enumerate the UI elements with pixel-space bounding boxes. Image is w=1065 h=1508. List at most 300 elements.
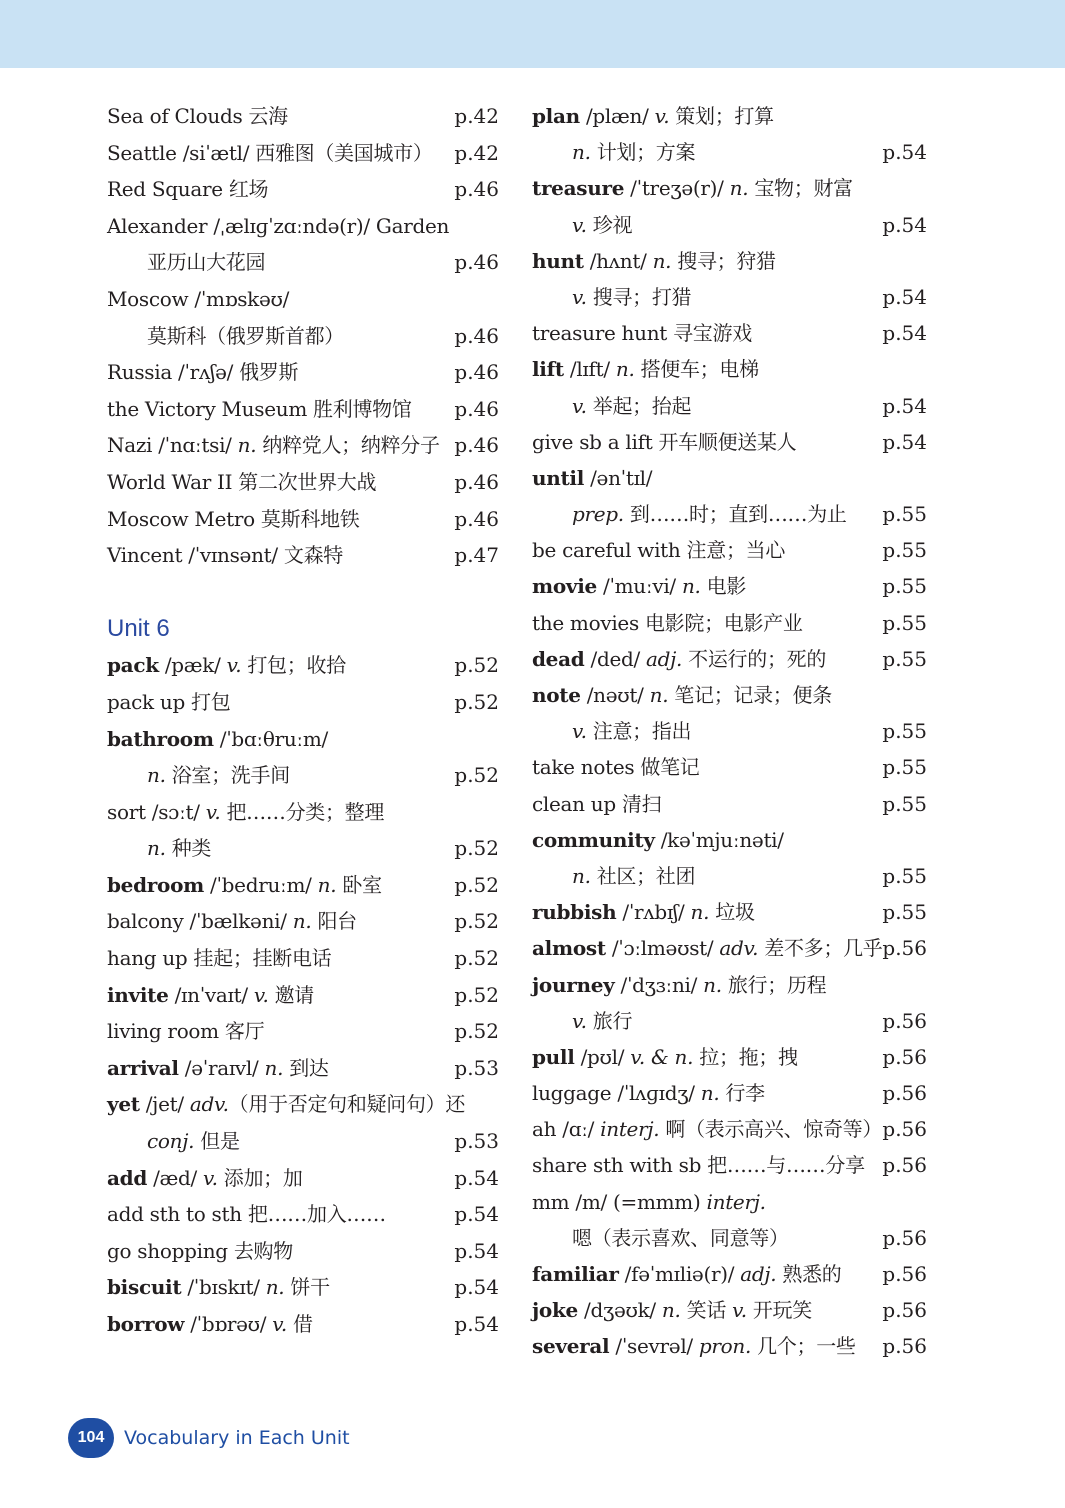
entry-text <box>532 1075 765 1111</box>
entry-text <box>532 424 796 460</box>
entry-text <box>532 641 826 677</box>
vocab-entry <box>107 391 499 428</box>
entry-phrase: /kəˈmjuːnəti/ <box>654 827 784 852</box>
vocab-entry <box>107 427 499 464</box>
page-reference: p.52 <box>454 836 499 861</box>
entry-text <box>147 1123 240 1160</box>
entry-text <box>532 568 746 604</box>
entry-meaning: 但是 <box>194 1129 240 1154</box>
vocab-entry <box>532 1256 927 1292</box>
page-reference: p.46 <box>454 360 499 385</box>
part-of-speech: n. <box>265 1275 285 1300</box>
entry-phrase: /pæk/ <box>158 653 227 678</box>
entry-text <box>107 1196 386 1233</box>
entry-text <box>572 496 847 532</box>
vocab-entry <box>107 537 499 574</box>
entry-meaning: 搜寻；狩猎 <box>671 248 776 273</box>
entry-text <box>532 749 700 785</box>
page-reference: p.56 <box>882 1298 927 1323</box>
entry-phrase: 亚历山大花园 <box>147 250 266 275</box>
part-of-speech: n. <box>572 140 591 165</box>
entry-text <box>107 1086 465 1123</box>
entry-headword: movie <box>532 574 597 599</box>
entry-phrase: /lɪft/ <box>563 357 616 382</box>
vocab-entry <box>532 677 927 713</box>
vocab-entry <box>107 794 499 831</box>
entry-text <box>107 1269 330 1306</box>
vocab-entry <box>532 460 927 496</box>
part-of-speech: n. <box>700 1081 720 1106</box>
entry-meaning: 借 <box>286 1312 313 1336</box>
part-of-speech: prep. <box>572 502 624 527</box>
entry-text <box>107 464 376 501</box>
vocab-entry <box>107 940 499 977</box>
entry-headword: journey <box>532 972 615 997</box>
entry-meaning: 纳粹党人；纳粹分子 <box>256 433 440 458</box>
entry-headword: pull <box>532 1044 575 1069</box>
vocab-entry <box>532 967 927 1003</box>
part-of-speech: v. <box>205 799 221 824</box>
vocab-entry <box>532 605 927 641</box>
entry-text <box>532 677 832 713</box>
page-reference: p.55 <box>882 574 927 599</box>
vocab-entry <box>532 424 927 460</box>
entry-text <box>107 721 328 758</box>
vocab-entry <box>107 1160 499 1197</box>
entry-headword: yet <box>107 1092 140 1117</box>
entry-headword: borrow <box>107 1312 185 1336</box>
entry-phrase: /ˈdʒɜːni/ <box>614 972 704 997</box>
entry-phrase: Nazi /ˈnɑːtsi/ <box>107 433 238 458</box>
entry-text <box>107 1233 293 1270</box>
left-vocabulary-column <box>107 98 499 1343</box>
page-reference: p.55 <box>882 900 927 925</box>
entry-text <box>532 822 784 858</box>
entry-meaning: 旅行 <box>586 1008 633 1033</box>
page-reference: p.56 <box>882 1008 927 1033</box>
page-reference: p.46 <box>454 250 499 275</box>
vocab-entry <box>532 1147 927 1183</box>
part-of-speech: n. <box>690 900 710 925</box>
page-reference: p.46 <box>454 177 499 202</box>
page-reference: p.54 <box>454 1165 499 1190</box>
vocab-entry <box>532 243 927 279</box>
entry-text <box>107 501 359 538</box>
part-of-speech: n. <box>681 574 701 599</box>
entry-phrase: balcony /ˈbælkəni/ <box>107 909 293 934</box>
page-reference: p.56 <box>882 1262 927 1286</box>
entry-meaning: 旅行；历程 <box>721 972 827 997</box>
entry-meaning: 邀请 <box>268 982 315 1007</box>
entry-text <box>532 532 785 568</box>
entry-headword: rubbish <box>532 900 617 925</box>
unit-heading: Unit 6 <box>107 615 170 643</box>
entry-text <box>107 647 346 684</box>
entry-phrase: /ded/ <box>584 646 646 671</box>
entry-headword: pack <box>107 653 159 678</box>
entry-phrase: 莫斯科（俄罗斯首都） <box>147 323 344 348</box>
page-reference: p.56 <box>882 1044 927 1069</box>
page-reference: p.47 <box>454 543 499 568</box>
vocab-entry <box>532 134 927 170</box>
entry-phrase: mm /m/ (=mmm) <box>532 1189 707 1214</box>
page-reference: p.52 <box>454 982 499 1007</box>
page-reference: p.55 <box>882 610 927 635</box>
vocab-entry <box>107 1086 499 1123</box>
entry-text <box>532 1147 865 1183</box>
entry-phrase: /ˈsevrəl/ <box>609 1334 699 1359</box>
entry-text <box>532 1111 882 1147</box>
entry-phrase: World War II 第二次世界大战 <box>107 469 377 494</box>
entry-meaning: 浴室；洗手间 <box>165 763 290 788</box>
entry-meaning: 策划；打算 <box>669 104 774 128</box>
vocab-entry <box>107 98 499 135</box>
entry-text <box>107 135 433 172</box>
entry-text <box>572 1003 632 1039</box>
entry-text <box>532 930 882 966</box>
entry-phrase: Sea of Clouds 云海 <box>107 104 288 128</box>
vocab-entry <box>532 207 927 243</box>
entry-phrase: /jet/ <box>139 1092 190 1117</box>
page-reference: p.46 <box>454 469 499 494</box>
page-reference: p.54 <box>882 212 927 237</box>
page-reference: p.56 <box>882 1153 927 1178</box>
vocab-entry <box>107 684 499 721</box>
entry-meaning: 社区；社团 <box>590 863 696 888</box>
vocab-entry <box>532 98 927 134</box>
entry-text <box>532 1039 798 1075</box>
entry-headword: plan <box>532 104 580 128</box>
entry-meaning: 卧室 <box>336 872 382 897</box>
entry-phrase: the Victory Museum 胜利博物馆 <box>107 396 412 421</box>
page-reference: p.52 <box>454 763 499 788</box>
vocab-entry <box>532 1111 927 1147</box>
entry-text <box>107 1013 264 1050</box>
part-of-speech: adj. <box>740 1262 777 1286</box>
entry-text <box>532 1184 766 1220</box>
entry-meaning: 笑话 <box>680 1298 733 1323</box>
entry-phrase: Alexander /ˌælɪɡˈzɑːndə(r)/ Garden <box>107 213 450 238</box>
page-reference: p.56 <box>882 1117 927 1142</box>
entry-phrase: luggage /ˈlʌɡɪdʒ/ <box>532 1081 701 1106</box>
vocab-entry <box>107 135 499 172</box>
part-of-speech: interj. <box>600 1117 660 1142</box>
entry-phrase: Moscow Metro 莫斯科地铁 <box>107 506 360 531</box>
entry-text <box>107 537 343 574</box>
entry-headword: treasure <box>532 176 625 201</box>
vocab-entry <box>107 647 499 684</box>
vocab-entry <box>532 1220 927 1256</box>
entry-headword: bedroom <box>107 872 204 897</box>
vocab-entry <box>532 1039 927 1075</box>
entry-meaning: 笔记；记录；便条 <box>668 683 832 707</box>
page-reference: p.54 <box>454 1238 499 1263</box>
part-of-speech: n. <box>652 248 672 273</box>
entry-text <box>107 1160 303 1197</box>
entry-text <box>572 279 691 315</box>
entry-text <box>532 1292 812 1328</box>
entry-phrase: be careful with 注意；当心 <box>532 538 786 563</box>
entry-meaning: 熟悉的 <box>776 1262 842 1286</box>
entry-phrase: add sth to sth 把……加入…… <box>107 1202 386 1227</box>
page-reference: p.53 <box>454 1129 499 1154</box>
part-of-speech: adv. <box>719 936 759 961</box>
vocab-entry <box>532 1328 927 1364</box>
vocab-entry <box>107 1233 499 1270</box>
part-of-speech: n. <box>729 176 749 201</box>
entry-text <box>107 940 331 977</box>
entry-headword: lift <box>532 357 564 382</box>
entry-text <box>107 1050 329 1087</box>
entry-meaning: 电影 <box>700 574 747 599</box>
entry-text <box>532 460 652 496</box>
vocab-entry <box>532 568 927 604</box>
entry-text <box>107 977 314 1014</box>
entry-text <box>147 757 290 794</box>
page-reference: p.54 <box>882 429 927 454</box>
entry-meaning: 宝物；财富 <box>748 176 853 201</box>
page-reference: p.56 <box>882 1081 927 1106</box>
vocab-entry <box>532 713 927 749</box>
entry-phrase: sort /sɔːt/ <box>107 799 206 824</box>
entry-phrase: Vincent /ˈvɪnsənt/ 文森特 <box>107 543 344 568</box>
entry-phrase: /plæn/ <box>579 104 655 128</box>
entry-headword: until <box>532 465 585 490</box>
entry-phrase: Seattle /siˈætl/ 西雅图（美国城市） <box>107 140 433 165</box>
vocab-entry <box>107 318 499 355</box>
entry-text <box>532 967 826 1003</box>
entry-text <box>572 713 691 749</box>
entry-meaning: 计划；方案 <box>590 140 696 165</box>
entry-meaning: 垃圾 <box>709 900 755 925</box>
entry-meaning: 几个；一些 <box>751 1334 856 1359</box>
entry-text <box>107 794 384 831</box>
entry-phrase: Russia /ˈrʌʃə/ 俄罗斯 <box>107 360 299 385</box>
entry-phrase: /pʊl/ <box>574 1044 631 1069</box>
vocab-entry <box>107 757 499 794</box>
part-of-speech: n. <box>264 1055 284 1080</box>
entry-meaning: 阳台 <box>311 909 357 934</box>
entry-phrase: ah /ɑː/ <box>532 1117 601 1142</box>
vocab-entry <box>532 749 927 785</box>
entry-text <box>107 281 289 318</box>
vocab-entry <box>532 786 927 822</box>
entry-meaning: 不运行的；死的 <box>682 646 827 671</box>
part-of-speech: v. <box>572 393 587 418</box>
entry-phrase: take notes 做笔记 <box>532 755 700 780</box>
entry-text <box>532 351 759 387</box>
vocab-entry <box>107 867 499 904</box>
entry-headword: hunt <box>532 248 584 273</box>
entry-meaning: 举起；抬起 <box>586 393 692 418</box>
vocab-entry <box>107 977 499 1014</box>
entry-headword: invite <box>107 982 169 1007</box>
entry-phrase: /ˈɔːlməʊst/ <box>605 936 720 961</box>
part-of-speech: n. <box>147 836 166 861</box>
page-reference: p.56 <box>882 1334 927 1359</box>
page-reference: p.54 <box>454 1202 499 1227</box>
entry-text <box>147 830 211 867</box>
entry-text <box>107 208 449 245</box>
vocab-entry <box>532 641 927 677</box>
entry-phrase: Moscow /ˈmɒskəʊ/ <box>107 286 290 311</box>
vocab-entry <box>107 1123 499 1160</box>
entry-text <box>532 170 853 206</box>
part-of-speech: v. <box>226 653 242 678</box>
part-of-speech: n. <box>292 909 312 934</box>
vocab-entry <box>532 279 927 315</box>
part-of-speech: n. <box>317 872 337 897</box>
vocab-entry <box>107 1013 499 1050</box>
part-of-speech: v. <box>572 1008 587 1033</box>
vocab-entry <box>532 170 927 206</box>
entry-meaning: 到达 <box>283 1055 329 1080</box>
entry-text <box>107 391 412 428</box>
page-reference: p.55 <box>882 755 927 780</box>
entry-text <box>532 1256 841 1292</box>
vocab-entry <box>532 1184 927 1220</box>
entry-text <box>532 315 752 351</box>
page-reference: p.55 <box>882 538 927 563</box>
entry-phrase: treasure hunt 寻宝游戏 <box>532 321 752 346</box>
entry-meaning: 注意；指出 <box>586 719 692 744</box>
page-reference: p.53 <box>454 1055 499 1080</box>
entry-text <box>107 171 268 208</box>
entry-meaning: 拉；拖；拽 <box>693 1044 798 1069</box>
part-of-speech: v. <box>732 1298 747 1323</box>
vocab-entry <box>107 208 499 245</box>
page-reference: p.55 <box>882 646 927 671</box>
part-of-speech: v. & n. <box>630 1044 694 1069</box>
entry-text <box>572 207 632 243</box>
entry-text <box>532 786 661 822</box>
vocab-entry <box>532 351 927 387</box>
entry-meaning: 把……分类；整理 <box>220 799 385 824</box>
vocab-entry <box>107 464 499 501</box>
vocab-entry <box>107 903 499 940</box>
entry-text <box>572 1220 789 1256</box>
entry-text <box>532 98 774 134</box>
entry-meaning: 添加；加 <box>217 1165 303 1190</box>
entry-phrase: /ˈtreʒə(r)/ <box>624 176 730 201</box>
entry-phrase: /ˈbɑːθruːm/ <box>213 726 328 751</box>
top-color-band <box>0 0 1065 68</box>
entry-meaning: 搭便车；电梯 <box>634 357 759 382</box>
right-vocabulary-column <box>532 98 927 1365</box>
page-reference: p.55 <box>882 863 927 888</box>
entry-headword: joke <box>532 1298 578 1323</box>
page-reference: p.52 <box>454 1019 499 1044</box>
page-reference: p.52 <box>454 909 499 934</box>
entry-phrase: clean up 清扫 <box>532 791 662 816</box>
page-reference: p.55 <box>882 502 927 527</box>
entry-headword: dead <box>532 646 585 671</box>
vocab-entry <box>107 501 499 538</box>
entry-text <box>107 427 440 464</box>
page-reference: p.46 <box>454 396 499 421</box>
entry-text <box>147 318 344 355</box>
part-of-speech: n. <box>147 763 166 788</box>
entry-headword: bathroom <box>107 726 214 751</box>
page-reference: p.46 <box>454 433 499 458</box>
vocab-entry <box>532 532 927 568</box>
entry-meaning: 行李 <box>719 1081 765 1106</box>
page-reference: p.52 <box>454 872 499 897</box>
page-reference: p.54 <box>454 1275 499 1300</box>
entry-text <box>532 1328 856 1364</box>
entry-phrase: /ˈrʌbɪʃ/ <box>616 900 691 925</box>
entry-meaning: 珍视 <box>586 212 633 237</box>
entry-phrase: /ˈbɒrəʊ/ <box>184 1312 273 1336</box>
part-of-speech: v. <box>272 1312 287 1336</box>
entry-headword: almost <box>532 936 606 961</box>
part-of-speech: v. <box>572 212 587 237</box>
vocab-entry <box>107 171 499 208</box>
vocab-entry <box>532 315 927 351</box>
vocab-entry <box>532 388 927 424</box>
part-of-speech: n. <box>572 863 591 888</box>
vocab-entry <box>107 721 499 758</box>
entry-text <box>107 867 382 904</box>
entry-meaning: 差不多；几乎 <box>758 936 883 961</box>
entry-headword: community <box>532 827 655 852</box>
page-reference: p.54 <box>882 321 927 346</box>
entry-phrase: Red Square 红场 <box>107 177 269 202</box>
vocab-entry <box>107 1050 499 1087</box>
entry-phrase: living room 客厅 <box>107 1019 265 1044</box>
entry-text <box>107 354 298 391</box>
entry-text <box>572 134 695 170</box>
vocab-entry <box>532 1003 927 1039</box>
vocab-entry <box>532 496 927 532</box>
entry-phrase: /ənˈtɪl/ <box>584 465 653 490</box>
part-of-speech: conj. <box>147 1129 195 1154</box>
vocab-entry <box>532 930 927 966</box>
entry-phrase: the movies 电影院；电影产业 <box>532 610 803 635</box>
entry-meaning: 打包；收拾 <box>241 653 346 678</box>
vocab-entry <box>107 1306 499 1343</box>
entry-headword: several <box>532 1334 610 1359</box>
entry-phrase: go shopping 去购物 <box>107 1238 293 1263</box>
part-of-speech: pron. <box>698 1334 752 1359</box>
part-of-speech: n. <box>703 972 722 997</box>
entry-text <box>532 243 776 279</box>
page-reference: p.52 <box>454 946 499 971</box>
entry-text <box>532 894 755 930</box>
entry-meaning: 开玩笑 <box>746 1298 812 1323</box>
entry-phrase: /fəˈmɪliə(r)/ <box>618 1262 741 1286</box>
entry-phrase: 嗯（表示喜欢、同意等） <box>572 1225 789 1250</box>
entry-headword: biscuit <box>107 1275 182 1300</box>
entry-headword: familiar <box>532 1262 619 1286</box>
entry-meaning: 搜寻；打猎 <box>586 284 692 309</box>
entry-text <box>572 388 691 424</box>
part-of-speech: v. <box>654 104 670 128</box>
entry-meaning: 到……时；直到……为止 <box>623 502 847 527</box>
page-reference: p.42 <box>454 104 499 128</box>
page-reference: p.56 <box>882 1225 927 1250</box>
entry-headword: add <box>107 1165 148 1190</box>
page-reference: p.55 <box>882 719 927 744</box>
part-of-speech: n. <box>237 433 257 458</box>
page-reference: p.54 <box>882 140 927 165</box>
entry-phrase: pack up 打包 <box>107 689 231 714</box>
entry-phrase: /ˈmuːvi/ <box>596 574 682 599</box>
entry-phrase: /ɪnˈvaɪt/ <box>168 982 254 1007</box>
entry-meaning: （用于否定句和疑问句）还 <box>228 1092 466 1117</box>
part-of-speech: v. <box>203 1165 218 1190</box>
vocab-entry <box>107 281 499 318</box>
